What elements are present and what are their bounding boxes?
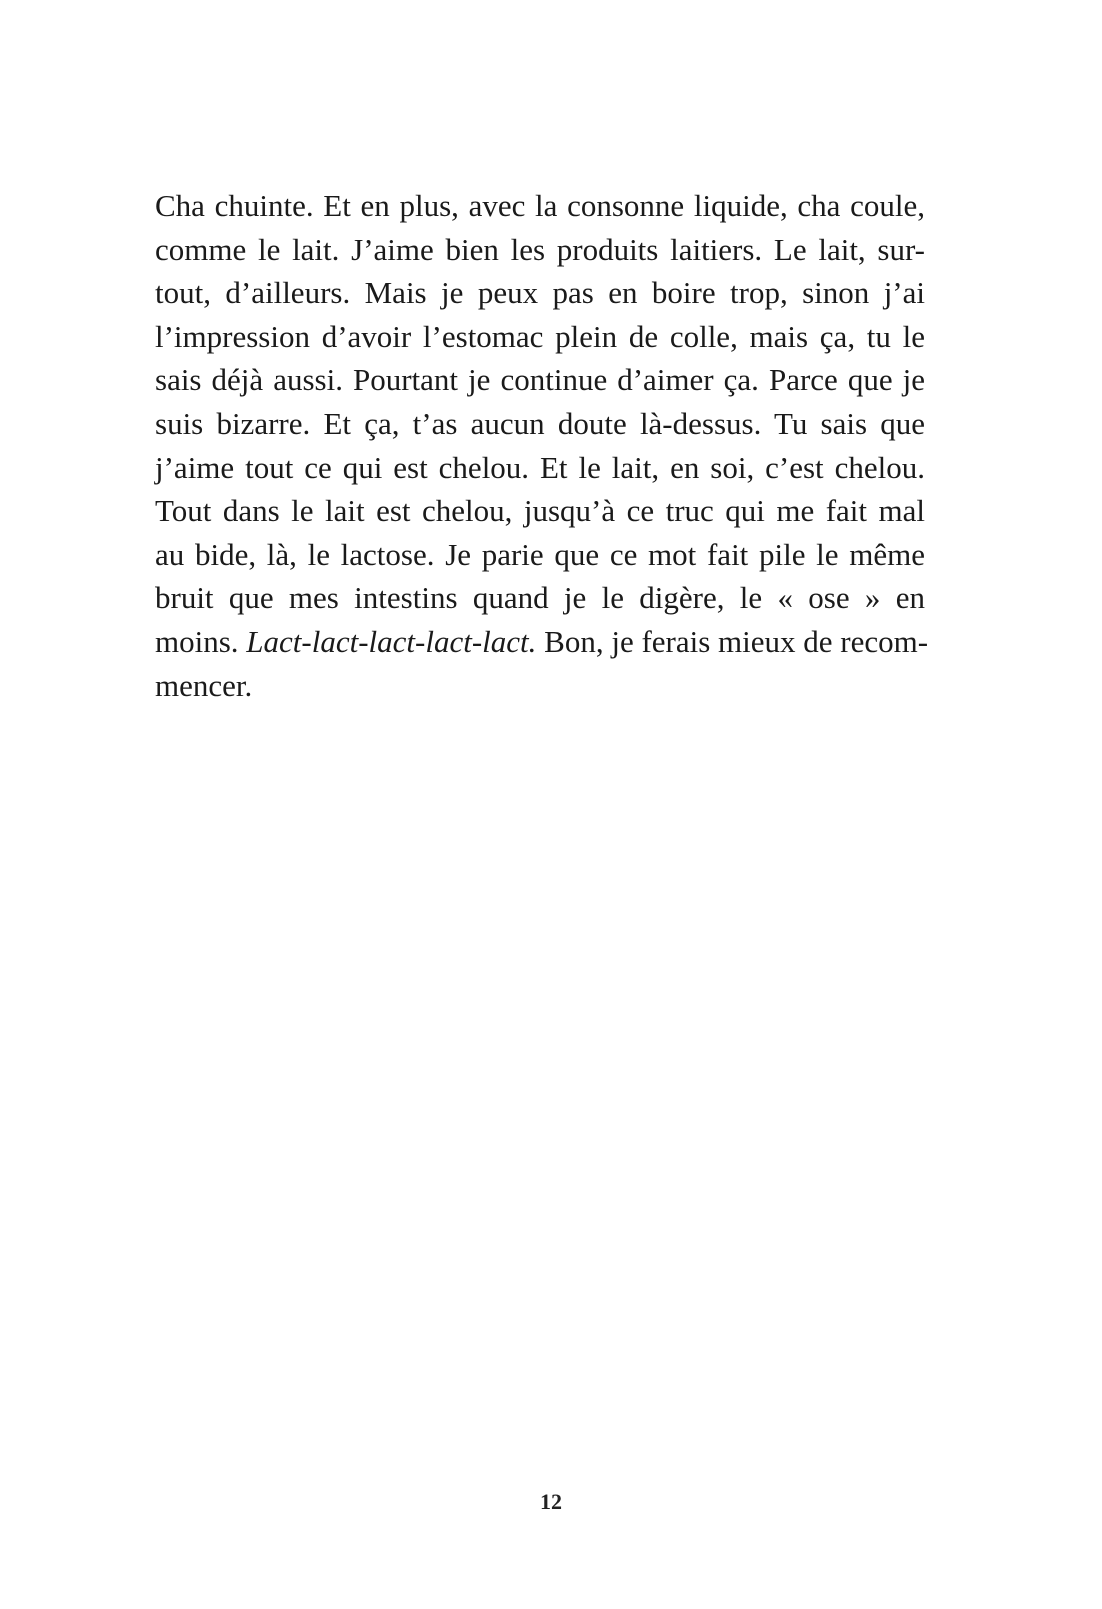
text-line: l’impression d’avoir l’estomac plein de colle, mais ça, tu le [155,318,925,354]
text-line: sais déjà aussi. Pourtant je continue d’aimer ça. Parce que je [155,362,925,398]
text-line: Tout dans le lait est chelou, jusqu’à ce truc qui me fait mal [155,493,925,529]
text-line-with-italic [155,620,929,664]
text-segment: moins. [155,623,247,659]
text-line: Cha chuinte. Et en plus, avec la consonne liquide, cha coule, [155,188,925,223]
text-line: bruit que mes intestins quand je le digère, le « ose » en [155,580,925,616]
page-number: 12 [540,1489,562,1514]
italic-segment: Lact-lact-lact-lact-lact. [246,623,537,659]
text-segment: Bon, je ferais mieux de recom- [536,623,929,659]
text-line: tout, d’ailleurs. Mais je peux pas en boire trop, sinon j’ai [155,275,925,311]
text-line: suis bizarre. Et ça, t’as aucun doute là-dessus. Tu sais que [155,405,925,441]
text-line-last: mencer. [155,667,253,703]
text-line: au bide, là, le lactose. Je parie que ce mot fait pile le même [155,536,925,572]
text-line: j’aime tout ce qui est chelou. Et le lait, en soi, c’est chelou. [155,449,925,485]
body-text [155,184,929,707]
text-line: comme le lait. J’aime bien les produits laitiers. Le lait, sur- [155,231,925,267]
